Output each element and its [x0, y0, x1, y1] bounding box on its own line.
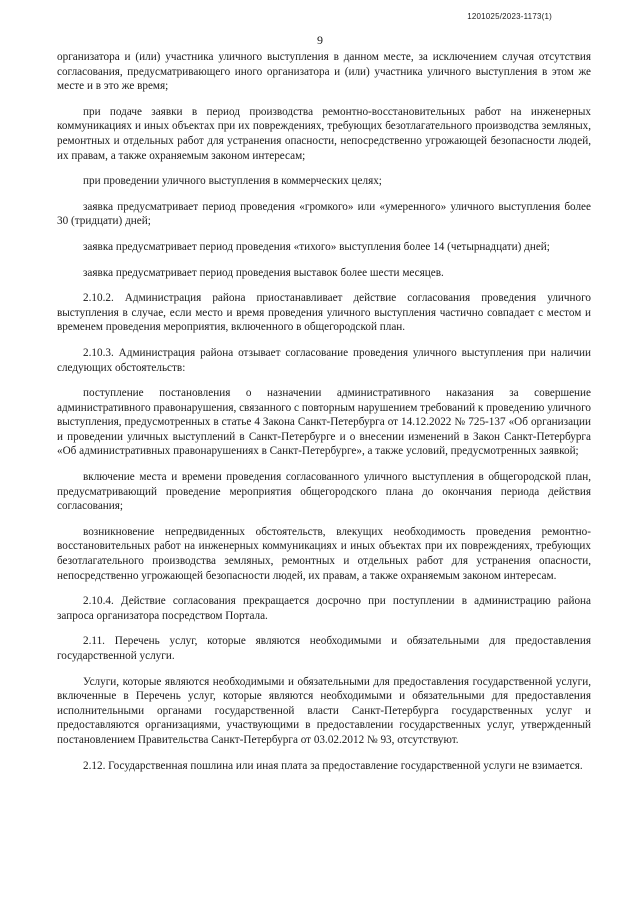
paragraph-services: Услуги, которые являются необходимыми и обязательными для предоставления государственной услуги, включенные в Перечень услуг, которые являются необходимыми и обязательными для предоставления исполнительными органами государственной власти Санкт-Петербурга государственных услуг и предоставляются организациями, участвующими в предоставлении государственных услуг, утвержденный постановлением Правительства Санкт-Петербурга от 03.02.2012 № 93, отсутствуют. [57, 675, 591, 746]
paragraph-2-10-4: 2.10.4. Действие согласования прекращается досрочно при поступлении в администрацию района запроса организатора посредством Портала. [57, 595, 591, 622]
paragraph-unforeseen: возникновение непредвиденных обстоятельств, влекущих необходимость проведения ремонтно-восстановительных работ на инженерных коммуникациях и иных объектах при их повреждениях, требующих безотлагательного производства земляных, ремонтных и отдельных работ для устранения опасности, непосредственно угрожающей безопасности людей, их правам, а также охраняемым законом интересам. [57, 525, 591, 582]
paragraph-2-12: 2.12. Государственная пошлина или иная плата за предоставление государственной услуги не взимается. [83, 759, 583, 772]
paragraph-quiet-period: заявка предусматривает период проведения «тихого» выступления более 14 (четырнадцати) дней; [83, 240, 550, 253]
document-body [57, 50, 591, 784]
paragraph-exhibition-period: заявка предусматривает период проведения выставок более шести месяцев. [83, 266, 444, 279]
paragraph-continuation: организатора и (или) участника уличного выступления в данном месте, за исключением случая отсутствия согласования, предусматривающего иного организатора и (или) участника уличного выступления в этом же месте и в это же время; [57, 51, 591, 93]
paragraph-2-10-3: 2.10.3. Администрация района отзывает согласование проведения уличного выступления при наличии следующих обстоятельств: [57, 346, 591, 374]
paragraph-repair-works: при подаче заявки в период производства ремонтно-восстановительных работ на инженерных коммуникациях и иных объектах при их повреждениях, требующих безотлагательного производства земляных, ремонтных и отдельных работ для устранения опасности, непосредственно угрожающей безопасности людей, их правам, а также охраняемым законом интересам; [57, 105, 591, 162]
page-number: 9 [317, 33, 323, 47]
paragraph-2-10-2: 2.10.2. Администрация района приостанавливает действие согласования проведения уличного выступления в случае, если место и время проведения уличного выступления частично совпадает с местом и временем проведения мероприятия, включенного в общегородской план. [57, 292, 591, 334]
document-id: 1201025/2023-1173(1) [467, 12, 552, 21]
paragraph-city-plan: включение места и времени проведения согласованного уличного выступления в общегородской план, предусматривающий проведение мероприятия общегородского плана до окончания периода действия согласования; [57, 471, 591, 513]
paragraph-penalty: поступление постановления о назначении административного наказания за совершение административного правонарушения, связанного с повторным нарушением требований к проведению уличного выступления, предусмотренных в статье 4 Закона Санкт-Петербурга от 14.12.2022 № 725-137 «Об организации и проведении уличных выступлений в Санкт-Петербурге и о внесении изменений в Закон Санкт-Петербурга «Об административных правонарушениях в Санкт-Петербурге», а также условий, предусмотренных заявкой; [57, 387, 591, 458]
paragraph-loud-period: заявка предусматривает период проведения «громкого» или «умеренного» уличного выступления более 30 (тридцати) дней; [57, 200, 591, 228]
paragraph-2-11: 2.11. Перечень услуг, которые являются необходимыми и обязательными для предоставления государственной услуги. [57, 635, 591, 662]
paragraph-commercial: при проведении уличного выступления в коммерческих целях; [83, 175, 382, 188]
